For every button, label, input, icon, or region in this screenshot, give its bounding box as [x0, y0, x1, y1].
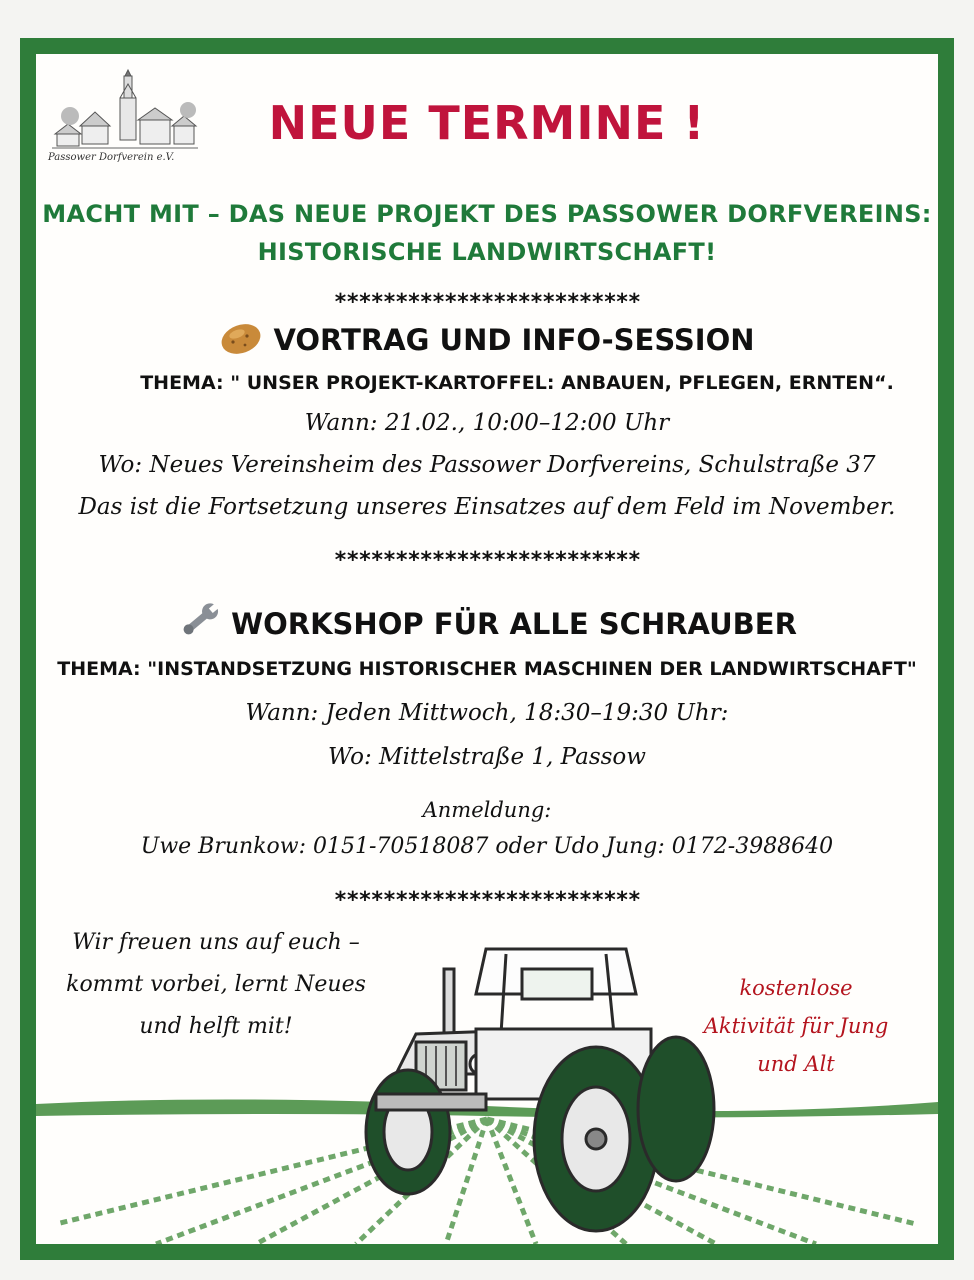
separator-1: ************************* — [333, 290, 641, 315]
intro-line-2: HISTORISCHE LANDWIRTSCHAFT! — [257, 238, 717, 266]
wrench-icon — [177, 602, 221, 645]
event2-heading-row — [36, 602, 938, 645]
event1-heading: VORTRAG UND INFO-SESSION — [273, 323, 755, 357]
tractor-illustration — [36, 924, 938, 1244]
page-title: NEUE TERMINE ! — [268, 96, 706, 150]
intro-line-1: MACHT MIT – DAS NEUE PROJEKT DES PASSOWER DORFVEREINS: — [42, 200, 932, 228]
separator-2: ************************* — [333, 548, 641, 573]
poster-frame — [20, 38, 954, 1260]
event2-heading: WORKSHOP FÜR ALLE SCHRAUBER — [231, 607, 797, 641]
separator-3: ************************* — [333, 888, 641, 913]
event2-when: Wann: Jeden Mittwoch, 18:30–19:30 Uhr: — [245, 700, 729, 726]
potato-icon — [219, 322, 263, 363]
free-badge-2: Aktivität für Jung — [703, 1014, 889, 1038]
registration-label: Anmeldung: — [422, 798, 552, 822]
event1-when: Wann: 21.02., 10:00–12:00 Uhr — [304, 410, 670, 436]
footer-left-2: kommt vorbei, lernt Neues — [66, 972, 366, 997]
event1-heading-row — [36, 322, 938, 363]
poster — [36, 54, 938, 1244]
event2-where: Wo: Mittelstraße 1, Passow — [328, 744, 646, 770]
logo-caption: Passower Dorfverein e.V. — [48, 152, 175, 163]
free-badge-3: und Alt — [757, 1052, 835, 1076]
event1-note: Das ist die Fortsetzung unseres Einsatzes auf dem Feld im November. — [78, 494, 896, 520]
footer-left-1: Wir freuen uns auf euch – — [72, 930, 360, 955]
event2-topic: THEMA: "INSTANDSETZUNG HISTORISCHER MASCHINEN DER LANDWIRTSCHAFT" — [57, 658, 917, 680]
event1-where: Wo: Neues Vereinsheim des Passower Dorfvereins, Schulstraße 37 — [98, 452, 876, 478]
footer-left-3: und helft mit! — [139, 1014, 293, 1039]
event1-topic: THEMA: " UNSER PROJEKT-KARTOFFEL: ANBAUEN, PFLEGEN, ERNTEN“. — [140, 372, 894, 394]
free-badge-1: kostenlose — [739, 976, 853, 1000]
registration-contacts: Uwe Brunkow: 0151-70518087 oder Udo Jung: 0172-3988640 — [140, 834, 834, 859]
